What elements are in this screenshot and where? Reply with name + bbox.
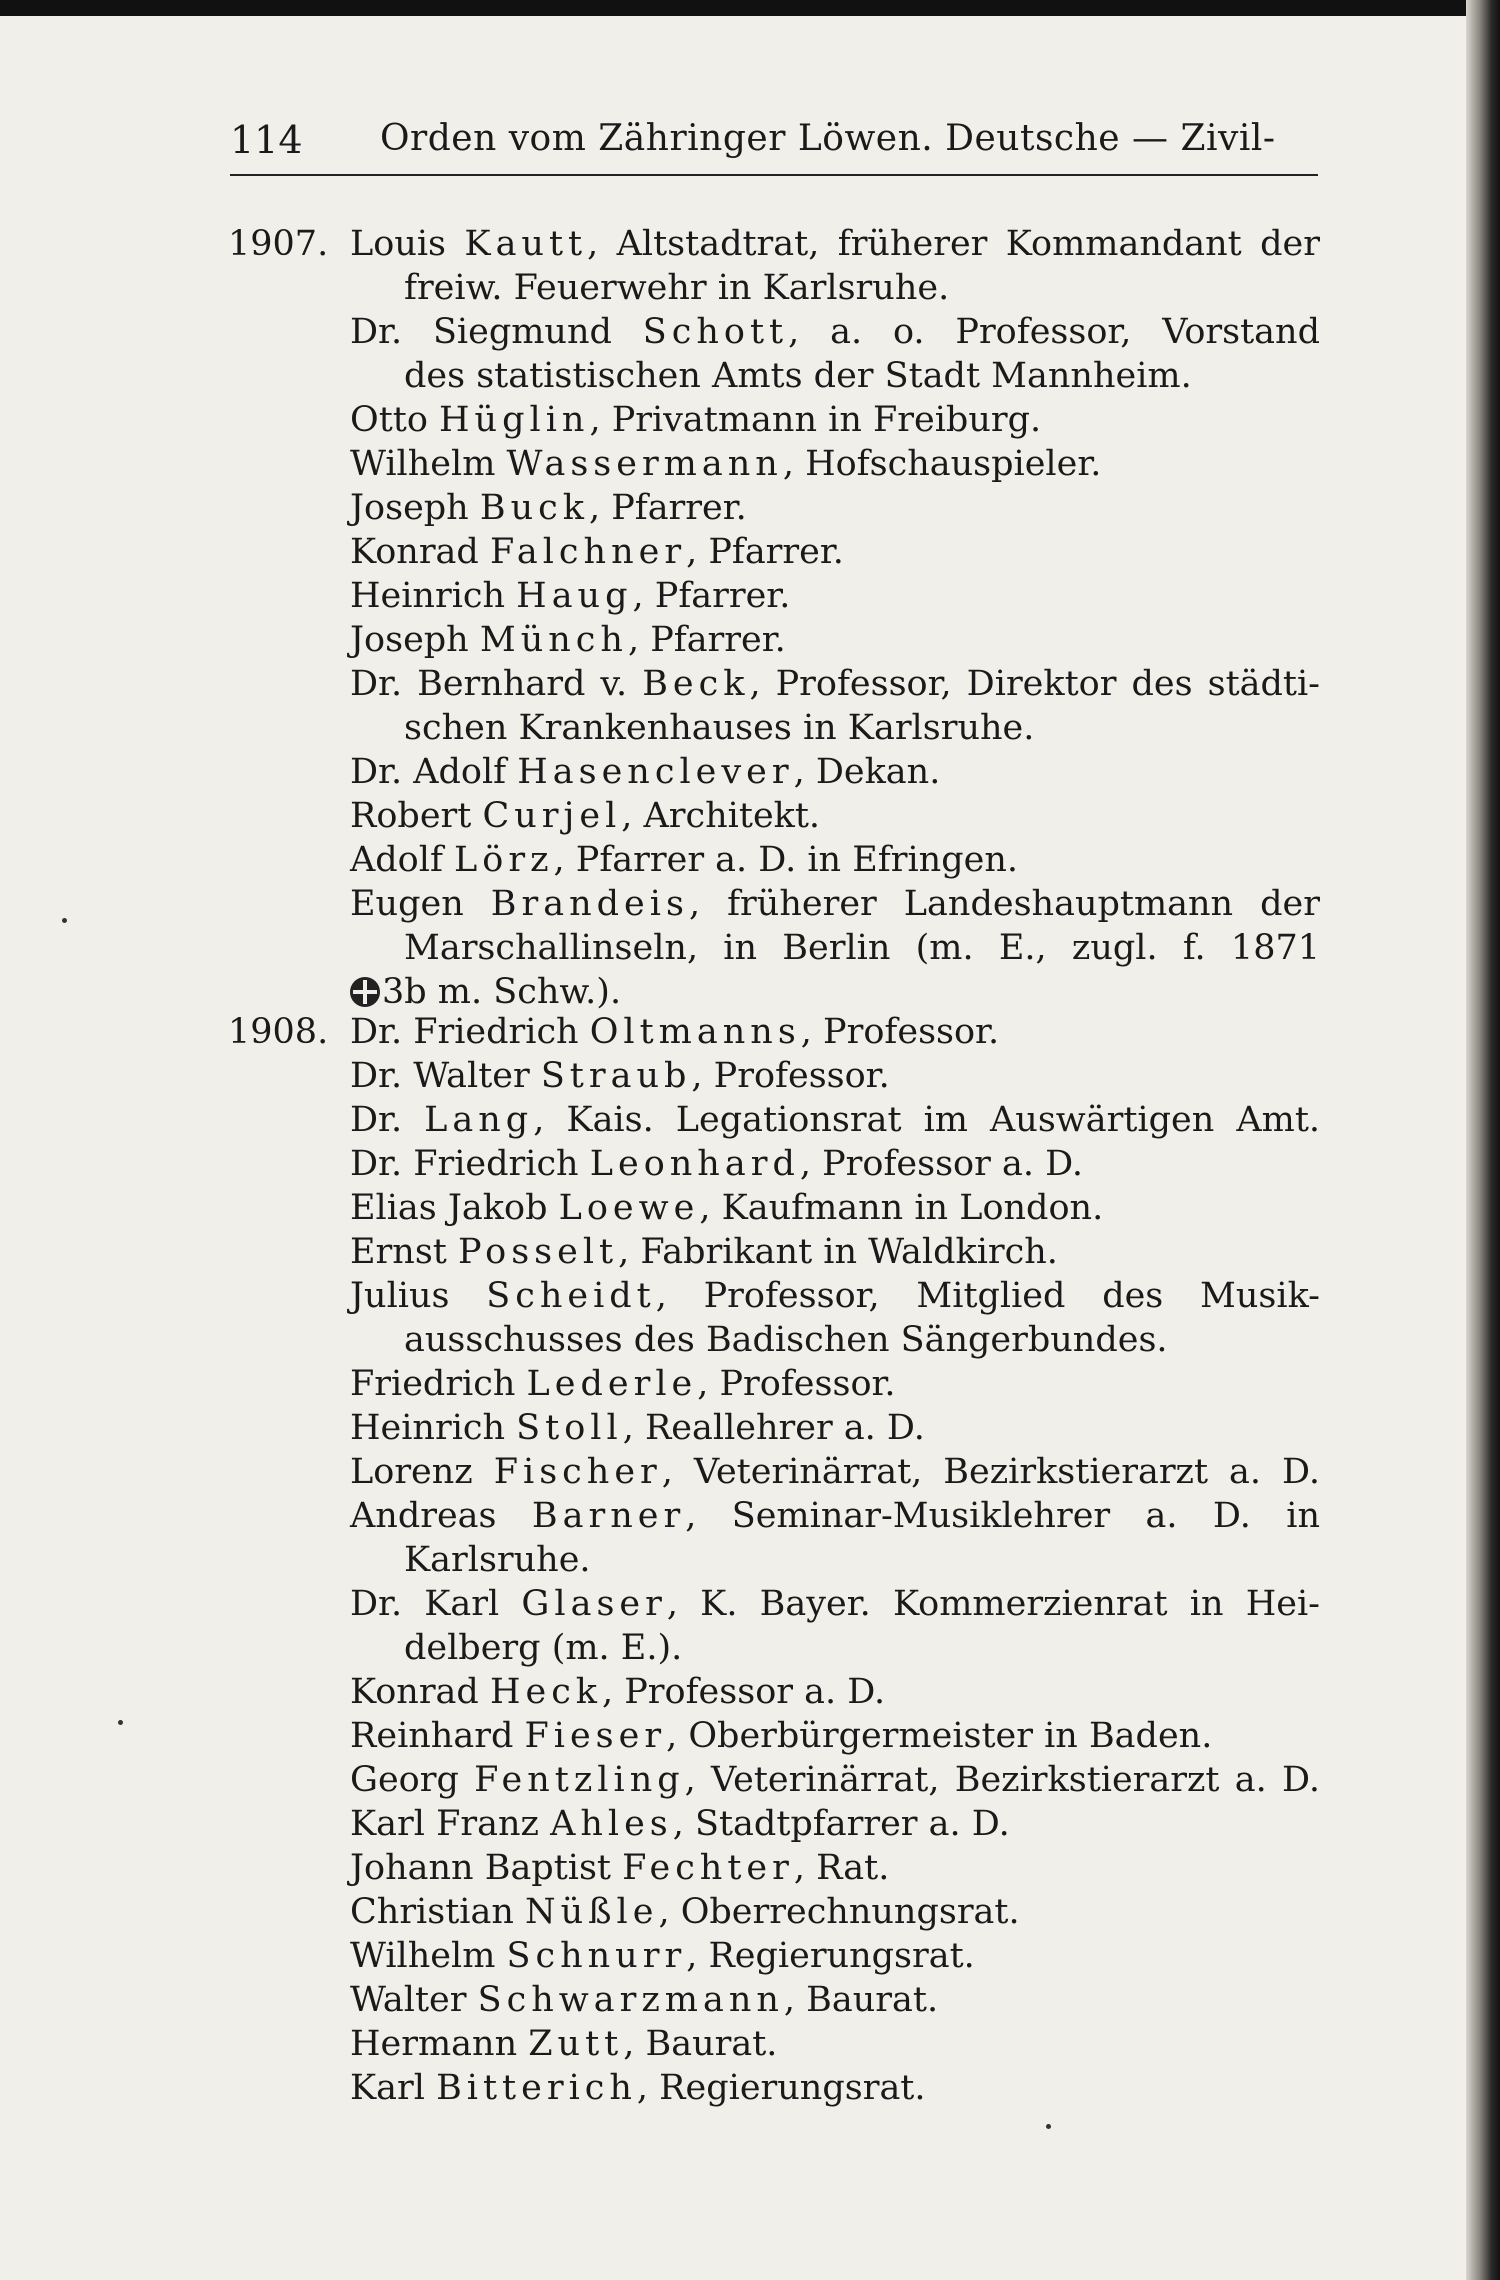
list-item-continuation: Karlsruhe.: [404, 1540, 591, 1580]
running-title: Orden vom Zähringer Löwen. Deutsche — Zivil-: [380, 118, 1276, 159]
list-item: Dr. Bernhard v. Beck, Professor, Direktor des städti-: [350, 664, 1321, 704]
list-item: Karl Franz Ahles, Stadtpfarrer a. D.: [350, 1804, 1010, 1844]
list-item: Christian Nüßle, Oberrechnungsrat.: [350, 1892, 1020, 1932]
list-item: Dr. Lang, Kais. Legationsrat im Auswärtigen Amt.: [350, 1100, 1321, 1140]
page-number: 114: [230, 118, 303, 162]
list-item: Lorenz Fischer, Veterinärrat, Bezirkstierarzt a. D.: [350, 1452, 1320, 1492]
list-item-continuation: schen Krankenhauses in Karlsruhe.: [404, 708, 1035, 748]
list-item: Joseph Buck, Pfarrer.: [350, 488, 747, 528]
list-item: Konrad Heck, Professor a. D.: [350, 1672, 886, 1712]
year-1907: 1907.: [228, 224, 329, 264]
list-item-continuation: 3b m. Schw.).: [350, 970, 1266, 1014]
list-item: Ernst Posselt, Fabrikant in Waldkirch.: [350, 1232, 1058, 1272]
list-item: Heinrich Haug, Pfarrer.: [350, 576, 791, 616]
list-item: Walter Schwarzmann, Baurat.: [350, 1980, 939, 2020]
paper-speck: [1046, 2124, 1051, 2129]
list-item: Johann Baptist Fechter, Rat.: [350, 1848, 890, 1888]
list-item: Dr. Friedrich Oltmanns, Professor.: [350, 1012, 1000, 1052]
list-item-continuation: Marschallinseln, in Berlin (m. E., zugl. f. 1871: [404, 928, 1320, 968]
paper-speck: [118, 1720, 123, 1725]
list-item: Elias Jakob Loewe, Kaufmann in London.: [350, 1188, 1104, 1228]
list-item: Dr. Adolf Hasenclever, Dekan.: [350, 752, 941, 792]
list-item: Dr. Karl Glaser, K. Bayer. Kommerzienrat in Hei-: [350, 1584, 1320, 1624]
list-item: Robert Curjel, Architekt.: [350, 796, 821, 836]
list-item: Wilhelm Schnurr, Regierungsrat.: [350, 1936, 975, 1976]
list-item: Karl Bitterich, Regierungsrat.: [350, 2068, 926, 2108]
list-item: Andreas Barner, Seminar-Musiklehrer a. D. in: [350, 1496, 1321, 1536]
list-item: Joseph Münch, Pfarrer.: [350, 620, 786, 660]
list-item: Wilhelm Wassermann, Hofschauspieler.: [350, 444, 1102, 484]
year-1908: 1908.: [228, 1012, 329, 1052]
list-item: Friedrich Lederle, Professor.: [350, 1364, 896, 1404]
list-item: Hermann Zutt, Baurat.: [350, 2024, 778, 2064]
list-item: Dr. Walter Straub, Professor.: [350, 1056, 890, 1096]
order-cross-icon: [350, 977, 380, 1007]
list-item: Georg Fentzling, Veterinärrat, Bezirkstierarzt a. D.: [350, 1760, 1320, 1800]
list-item: Adolf Lörz, Pfarrer a. D. in Efringen.: [350, 840, 1018, 880]
list-item: Eugen Brandeis, früherer Landeshauptmann der: [350, 884, 1320, 924]
list-item-continuation: des statistischen Amts der Stadt Mannheim.: [404, 356, 1192, 396]
list-item: Otto Hüglin, Privatmann in Freiburg.: [350, 400, 1042, 440]
list-item: Julius Scheidt, Professor, Mitglied des Musik-: [350, 1276, 1320, 1316]
list-item: Louis Kautt, Altstadtrat, früherer Kommandant der: [350, 224, 1320, 264]
list-item: Heinrich Stoll, Reallehrer a. D.: [350, 1408, 925, 1448]
list-item-continuation: freiw. Feuerwehr in Karlsruhe.: [404, 268, 950, 308]
list-item: Reinhard Fieser, Oberbürgermeister in Baden.: [350, 1716, 1213, 1756]
list-item-continuation: ausschusses des Badischen Sängerbundes.: [404, 1320, 1168, 1360]
list-item: Konrad Falchner, Pfarrer.: [350, 532, 844, 572]
list-item: Dr. Friedrich Leonhard, Professor a. D.: [350, 1144, 1084, 1184]
list-item-continuation: delberg (m. E.).: [404, 1628, 683, 1668]
list-item: Dr. Siegmund Schott, a. o. Professor, Vorstand: [350, 312, 1320, 352]
paper-speck: [62, 918, 67, 923]
